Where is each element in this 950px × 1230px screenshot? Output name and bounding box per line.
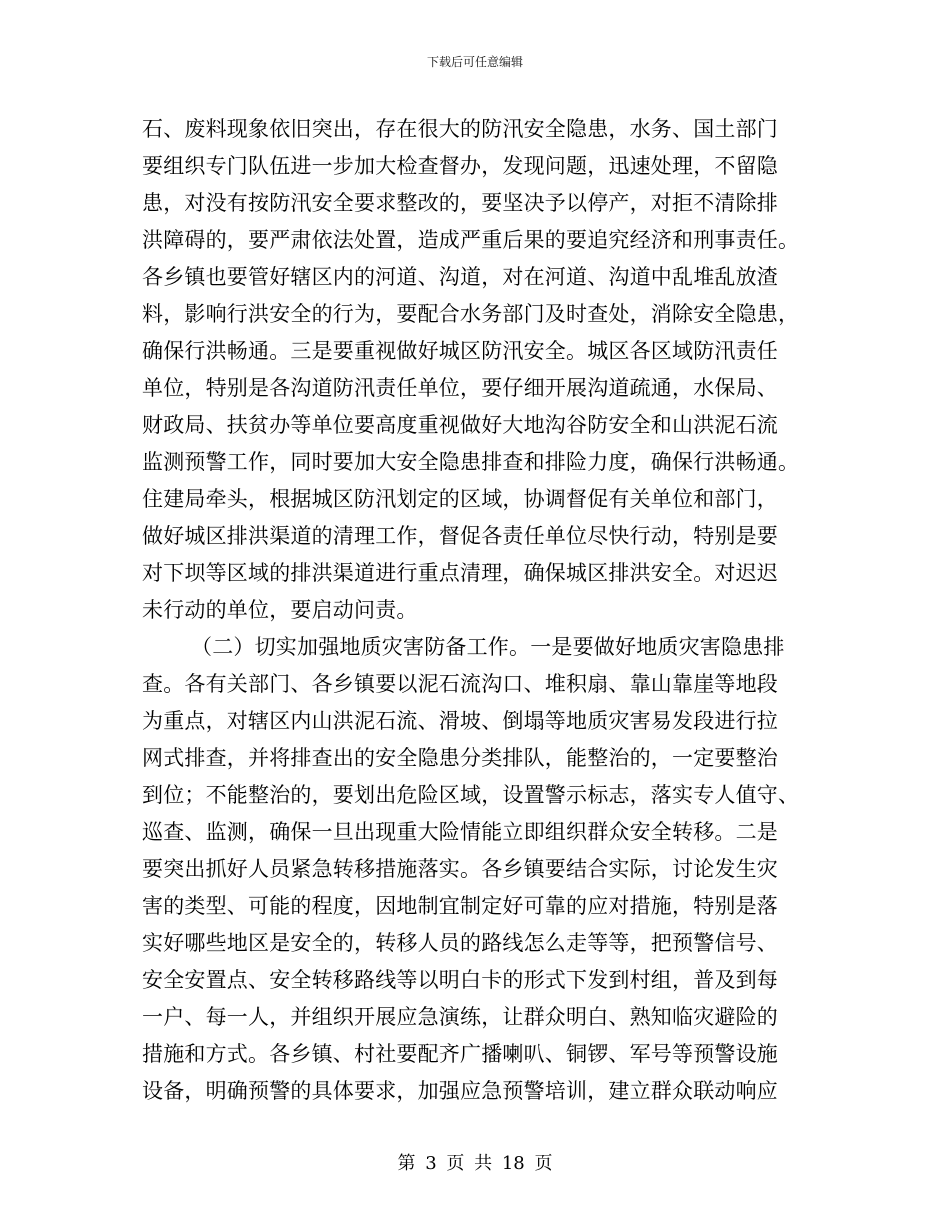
text-line: 料，影响行洪安全的行为，要配合水务部门及时查处，消除安全隐患，	[142, 302, 800, 326]
text-line: 设备，明确预警的具体要求，加强应急预警培训，建立群众联动响应	[142, 1079, 778, 1103]
document-body	[142, 111, 818, 1110]
text-line: 网式排查，并将排查出的安全隐患分类排队，能整治的，一定要整治	[142, 746, 778, 770]
text-line: 患，对没有按防汛安全要求整改的，要坚决予以停产，对拒不清除排	[142, 191, 778, 215]
text-line: 实好哪些地区是安全的，转移人员的路线怎么走等等，把预警信号、	[142, 931, 778, 955]
text-line: 查。各有关部门、各乡镇要以泥石流沟口、堆积扇、靠山靠崖等地段	[142, 672, 778, 696]
text-line: 监测预警工作，同时要加大安全隐患排查和排险力度，确保行洪畅通。	[142, 450, 800, 474]
text-line: 一户、每一人，并组织开展应急演练，让群众明白、熟知临灾避险的	[142, 1005, 778, 1029]
text-line: 确保行洪畅通。三是要重视做好城区防汛安全。城区各区域防汛责任	[142, 339, 778, 363]
text-line: 石、废料现象依旧突出，存在很大的防汛安全隐患，水务、国土部门	[142, 117, 778, 141]
text-line: 到位；不能整治的，要划出危险区域，设置警示标志，落实专人值守、	[142, 783, 800, 807]
text-line: 住建局牵头，根据城区防汛划定的区域，协调督促有关单位和部门，	[142, 487, 778, 511]
text-line: 财政局、扶贫办等单位要高度重视做好大地沟谷防安全和山洪泥石流	[142, 413, 778, 437]
section-heading-line: （二）切实加强地质灾害防备工作。一是要做好地质灾害隐患排	[191, 635, 785, 659]
text-line: 做好城区排洪渠道的清理工作，督促各责任单位尽快行动，特别是要	[142, 524, 778, 548]
text-line: 要突出抓好人员紧急转移措施落实。各乡镇要结合实际，讨论发生灾	[142, 857, 778, 881]
text-line: 单位，特别是各沟道防汛责任单位，要仔细开展沟道疏通，水保局、	[142, 376, 778, 400]
text-line: 巡查、监测，确保一旦出现重大险情能立即组织群众安全转移。二是	[142, 820, 778, 844]
text-line: 各乡镇也要管好辖区内的河道、沟道，对在河道、沟道中乱堆乱放渣	[142, 265, 778, 289]
text-line: 措施和方式。各乡镇、村社要配齐广播喇叭、铜锣、军号等预警设施	[142, 1042, 778, 1066]
text-line: 害的类型、可能的程度，因地制宜制定好可靠的应对措施，特别是落	[142, 894, 778, 918]
text-line: 未行动的单位，要启动问责。	[142, 598, 418, 622]
text-line: 对下坝等区域的排洪渠道进行重点清理，确保城区排洪安全。对迟迟	[142, 561, 778, 585]
page-number-footer: 第 3 页 共 18 页	[397, 1153, 553, 1174]
text-line: 洪障碍的，要严肃依法处置，造成严重后果的要追究经济和刑事责任。	[142, 228, 800, 252]
text-line: 为重点，对辖区内山洪泥石流、滑坡、倒塌等地质灾害易发段进行拉	[142, 709, 778, 733]
text-line: 安全安置点、安全转移路线等以明白卡的形式下发到村组，普及到每	[142, 968, 778, 992]
text-line: 要组织专门队伍进一步加大检查督办，发现问题，迅速处理，不留隐	[142, 154, 778, 178]
page-header-note: 下载后可任意编辑	[426, 55, 523, 69]
